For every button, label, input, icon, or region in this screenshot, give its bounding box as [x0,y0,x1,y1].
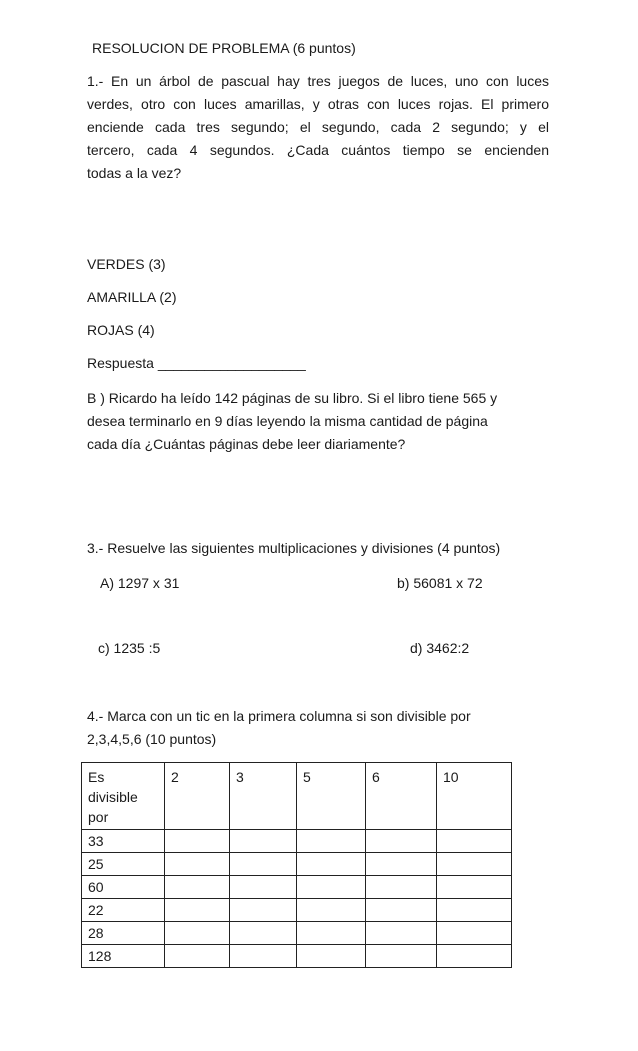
table-header-row [82,763,512,830]
problem-b-line: B ) Ricardo ha leído 142 páginas de su libro. Si el libro tiene 565 y [87,390,498,406]
check-cell[interactable] [297,830,366,853]
check-cell[interactable] [437,899,512,922]
table-header-cell: 5 [297,763,366,830]
problem-1-line: tercero, cada 4 segundos. ¿Cada cuántos tiempo se encienden [87,142,549,158]
check-cell[interactable] [165,830,230,853]
check-cell[interactable] [366,945,437,968]
check-cell[interactable] [297,922,366,945]
check-cell[interactable] [165,899,230,922]
check-cell[interactable] [165,922,230,945]
check-cell[interactable] [366,922,437,945]
exercise-c: c) 1235 :5 [98,640,161,656]
table-row [82,922,512,945]
lights-green-label: VERDES (3) [87,256,166,272]
section-4-heading-line2: 2,3,4,5,6 (10 puntos) [87,731,217,747]
problem-b-text [87,387,549,456]
problem-1-line: todas a la vez? [87,165,182,181]
check-cell[interactable] [230,922,297,945]
row-number: 128 [82,945,165,968]
row-number: 22 [82,899,165,922]
table-row [82,876,512,899]
check-cell[interactable] [297,899,366,922]
problem-1-text [87,70,549,185]
check-cell[interactable] [437,945,512,968]
check-cell[interactable] [297,876,366,899]
check-cell[interactable] [230,876,297,899]
table-row [82,899,512,922]
lights-yellow-label: AMARILLA (2) [87,289,177,305]
check-cell[interactable] [437,830,512,853]
check-cell[interactable] [230,945,297,968]
page-title: RESOLUCION DE PROBLEMA (6 puntos) [92,40,356,56]
table-header-cell: 10 [437,763,512,830]
check-cell[interactable] [230,830,297,853]
check-cell[interactable] [366,853,437,876]
row-number: 33 [82,830,165,853]
row-number: 60 [82,876,165,899]
section-3-heading: 3.- Resuelve las siguientes multiplicaciones y divisiones (4 puntos) [87,540,501,556]
check-cell[interactable] [437,853,512,876]
table-header-cell: 3 [230,763,297,830]
exercise-b: b) 56081 x 72 [397,575,483,591]
problem-1-line: verdes, otro con luces amarillas, y otras con luces rojas. El primero [87,96,549,112]
header-label-line1: Es divisible [88,769,138,805]
table-row [82,853,512,876]
exercise-d: d) 3462:2 [410,640,470,656]
check-cell[interactable] [437,922,512,945]
check-cell[interactable] [230,899,297,922]
table-header-cell: 2 [165,763,230,830]
problem-1-line: 1.- En un árbol de pascual hay tres juegos de luces, uno con luces [87,73,549,89]
check-cell[interactable] [165,876,230,899]
answer-line[interactable]: Respuesta ___________________ [87,355,306,371]
check-cell[interactable] [366,899,437,922]
check-cell[interactable] [366,876,437,899]
check-cell[interactable] [366,830,437,853]
table-row [82,830,512,853]
table-header-cell: 6 [366,763,437,830]
check-cell[interactable] [297,945,366,968]
table-row [82,945,512,968]
row-number: 28 [82,922,165,945]
header-label-line2: por [88,809,109,825]
lights-red-label: ROJAS (4) [87,322,155,338]
check-cell[interactable] [437,876,512,899]
check-cell[interactable] [230,853,297,876]
divisibility-table [81,762,512,968]
section-4-heading-line1: 4.- Marca con un tic en la primera columna si son divisible por [87,708,471,724]
problem-b-line: desea terminarlo en 9 días leyendo la misma cantidad de página [87,413,488,429]
check-cell[interactable] [297,853,366,876]
row-number: 25 [82,853,165,876]
check-cell[interactable] [165,853,230,876]
problem-b-line: cada día ¿Cuántas páginas debe leer diariamente? [87,436,406,452]
problem-1-line: enciende cada tres segundo; el segundo, cada 2 segundo; y el [87,119,549,135]
table-header-label [82,763,165,830]
check-cell[interactable] [165,945,230,968]
exercise-a: A) 1297 x 31 [100,575,180,591]
